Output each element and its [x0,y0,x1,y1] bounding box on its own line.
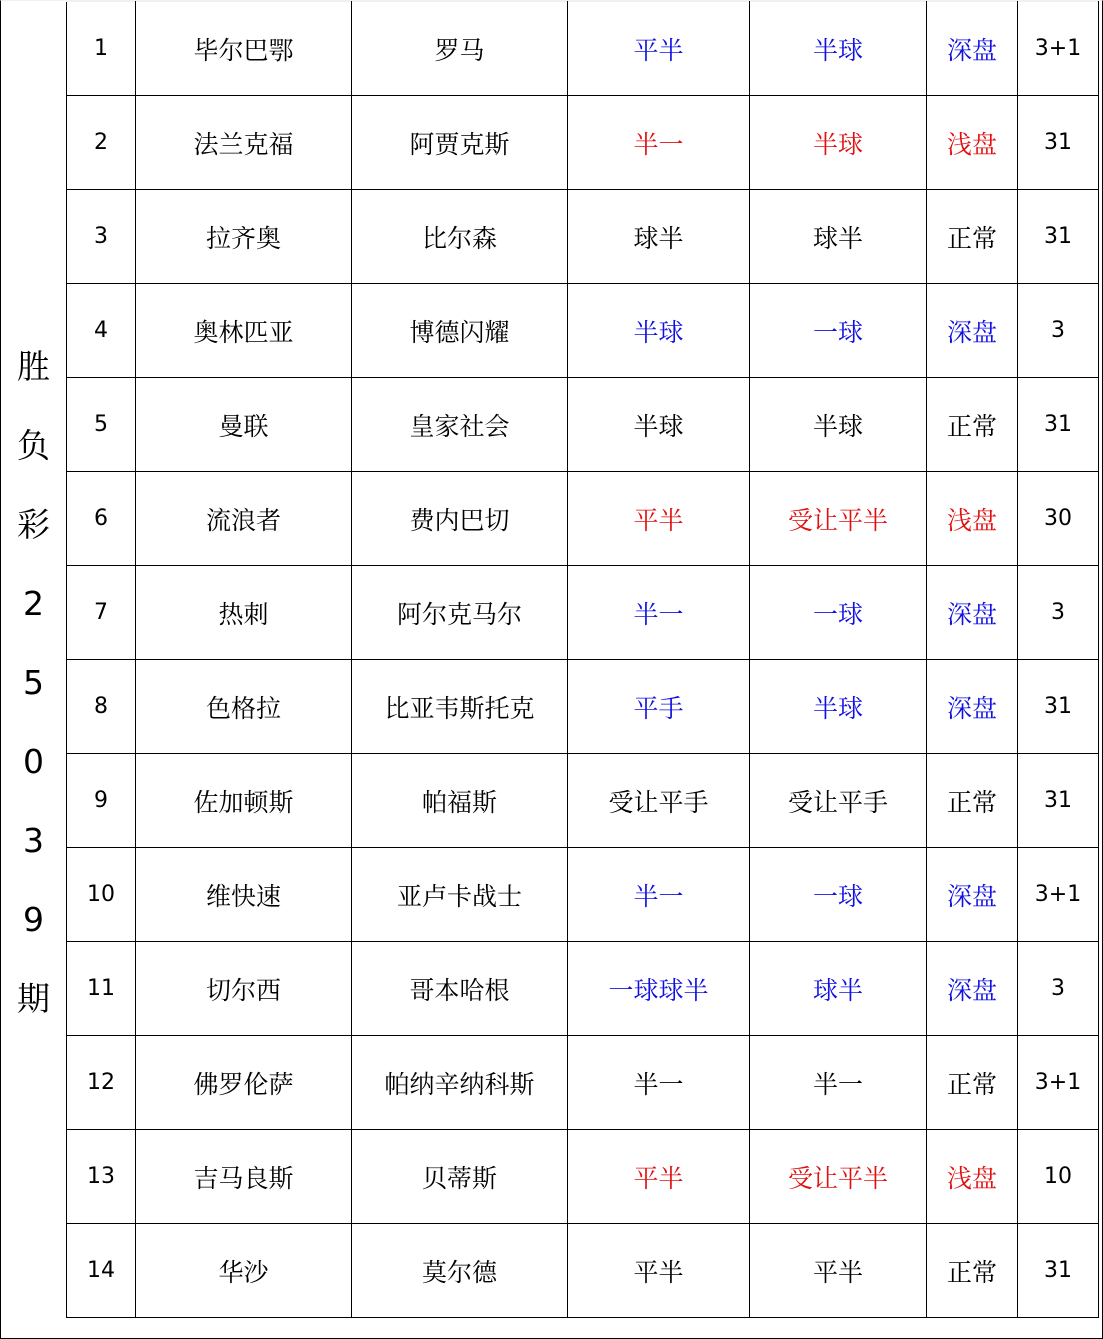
issue-label [1,1,66,1335]
prediction-pick: 3 [1018,942,1099,1036]
home-team: 色格拉 [136,660,352,754]
home-team: 法兰克福 [136,96,352,190]
issue-label-char: 9 [23,899,44,939]
away-team: 哥本哈根 [352,942,568,1036]
match-number: 12 [67,1036,136,1130]
initial-handicap: 平手 [568,660,750,754]
handicap-depth: 正常 [927,1036,1018,1130]
home-team: 拉齐奥 [136,190,352,284]
handicap-depth: 正常 [927,1224,1018,1318]
handicap-depth: 深盘 [927,848,1018,942]
away-team: 亚卢卡战士 [352,848,568,942]
away-team: 帕福斯 [352,754,568,848]
table-row [67,1130,1099,1224]
table-row [67,96,1099,190]
initial-handicap: 平半 [568,472,750,566]
handicap-depth: 浅盘 [927,96,1018,190]
match-number: 10 [67,848,136,942]
handicap-depth: 浅盘 [927,1130,1018,1224]
match-number: 8 [67,660,136,754]
initial-handicap: 半球 [568,284,750,378]
table-row [67,472,1099,566]
current-handicap: 半一 [750,1036,927,1130]
match-number: 11 [67,942,136,1036]
prediction-pick: 3+1 [1018,1036,1099,1130]
away-team: 皇家社会 [352,378,568,472]
current-handicap: 一球 [750,284,927,378]
initial-handicap: 半一 [568,1036,750,1130]
home-team: 流浪者 [136,472,352,566]
current-handicap: 半球 [750,660,927,754]
away-team: 贝蒂斯 [352,1130,568,1224]
home-team: 毕尔巴鄂 [136,2,352,96]
home-team: 热刺 [136,566,352,660]
current-handicap: 球半 [750,190,927,284]
table-row [67,1224,1099,1318]
prediction-pick: 31 [1018,1224,1099,1318]
prediction-pick: 31 [1018,660,1099,754]
initial-handicap: 球半 [568,190,750,284]
current-handicap: 平半 [750,1224,927,1318]
prediction-pick: 31 [1018,378,1099,472]
prediction-pick: 10 [1018,1130,1099,1224]
away-team: 比尔森 [352,190,568,284]
initial-handicap: 平半 [568,2,750,96]
issue-label-char: 胜 [17,346,50,386]
current-handicap: 受让平半 [750,1130,927,1224]
handicap-depth: 正常 [927,378,1018,472]
handicap-depth: 正常 [927,190,1018,284]
handicap-depth: 深盘 [927,660,1018,754]
match-number: 3 [67,190,136,284]
initial-handicap: 平半 [568,1224,750,1318]
home-team: 吉马良斯 [136,1130,352,1224]
handicap-depth: 深盘 [927,942,1018,1036]
current-handicap: 半球 [750,96,927,190]
handicap-depth: 深盘 [927,566,1018,660]
prediction-pick: 3 [1018,566,1099,660]
issue-label-char: 0 [23,741,44,781]
match-number: 2 [67,96,136,190]
table-row [67,660,1099,754]
away-team: 阿贾克斯 [352,96,568,190]
away-team: 罗马 [352,2,568,96]
prediction-pick: 30 [1018,472,1099,566]
prediction-pick: 3+1 [1018,2,1099,96]
home-team: 佛罗伦萨 [136,1036,352,1130]
current-handicap: 半球 [750,2,927,96]
home-team: 维快速 [136,848,352,942]
match-number: 14 [67,1224,136,1318]
home-team: 华沙 [136,1224,352,1318]
away-team: 费内巴切 [352,472,568,566]
home-team: 奥林匹亚 [136,284,352,378]
home-team: 曼联 [136,378,352,472]
table-row [67,566,1099,660]
initial-handicap: 一球球半 [568,942,750,1036]
initial-handicap: 半一 [568,848,750,942]
match-number: 5 [67,378,136,472]
current-handicap: 受让平手 [750,754,927,848]
initial-handicap: 平半 [568,1130,750,1224]
home-team: 佐加顿斯 [136,754,352,848]
table-row [67,190,1099,284]
prediction-pick: 31 [1018,96,1099,190]
table-row [67,848,1099,942]
current-handicap: 球半 [750,942,927,1036]
table-row [67,1036,1099,1130]
handicap-depth: 深盘 [927,284,1018,378]
match-number: 1 [67,2,136,96]
handicap-depth: 深盘 [927,2,1018,96]
match-number: 6 [67,472,136,566]
current-handicap: 受让平半 [750,472,927,566]
current-handicap: 半球 [750,378,927,472]
initial-handicap: 半一 [568,566,750,660]
issue-label-char: 3 [23,820,44,860]
prediction-pick: 31 [1018,190,1099,284]
current-handicap: 一球 [750,566,927,660]
away-team: 阿尔克马尔 [352,566,568,660]
issue-label-char: 2 [23,583,44,623]
match-table [66,1,1099,1318]
table-row [67,378,1099,472]
handicap-depth: 正常 [927,754,1018,848]
issue-label-char: 期 [17,978,50,1018]
home-team: 切尔西 [136,942,352,1036]
match-number: 4 [67,284,136,378]
prediction-pick: 3+1 [1018,848,1099,942]
initial-handicap: 受让平手 [568,754,750,848]
prediction-pick: 3 [1018,284,1099,378]
handicap-depth: 浅盘 [927,472,1018,566]
match-number: 13 [67,1130,136,1224]
issue-label-char: 5 [23,662,44,702]
issue-label-char: 彩 [17,504,50,544]
prediction-pick: 31 [1018,754,1099,848]
initial-handicap: 半球 [568,378,750,472]
table-row [67,754,1099,848]
away-team: 帕纳辛纳科斯 [352,1036,568,1130]
away-team: 莫尔德 [352,1224,568,1318]
match-number: 9 [67,754,136,848]
away-team: 博德闪耀 [352,284,568,378]
current-handicap: 一球 [750,848,927,942]
match-number: 7 [67,566,136,660]
table-row [67,942,1099,1036]
initial-handicap: 半一 [568,96,750,190]
table-row [67,2,1099,96]
away-team: 比亚韦斯托克 [352,660,568,754]
issue-label-char: 负 [17,425,50,465]
table-row [67,284,1099,378]
